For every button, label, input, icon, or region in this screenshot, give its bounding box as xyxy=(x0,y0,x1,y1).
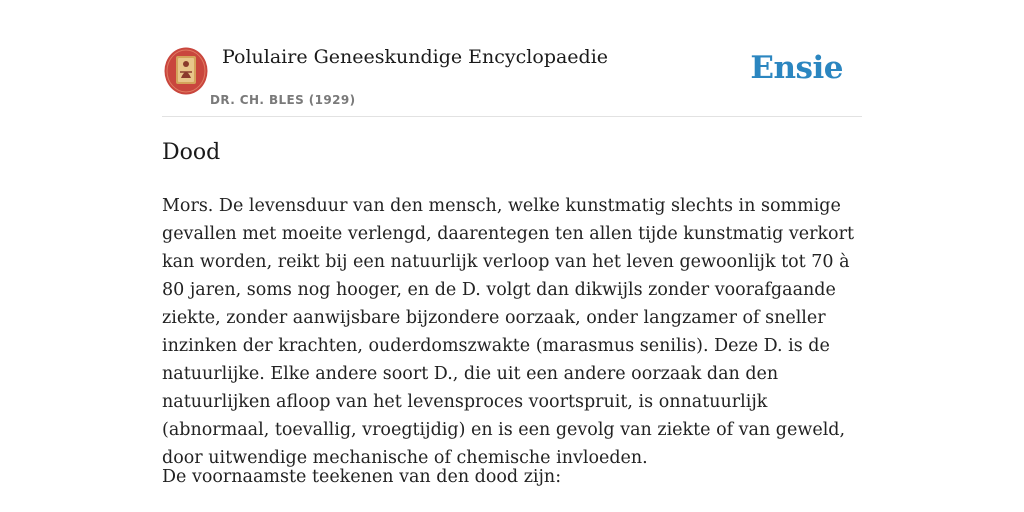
book-cover-icon[interactable] xyxy=(164,47,208,95)
header xyxy=(162,40,862,117)
article-title: Dood xyxy=(162,140,221,165)
book-author: DR. CH. BLES (1929) xyxy=(210,93,356,107)
book-title[interactable]: Polulaire Geneeskundige Encyclopaedie xyxy=(222,46,609,68)
brand-logo[interactable]: Ensie xyxy=(750,50,843,86)
article-subheading: De voornaamste teekenen van den dood zijn: xyxy=(162,467,562,487)
article-body: Mors. De levensduur van den mensch, welke kunstmatig slechts in sommige gevallen met moeite verlengd, daarentegen ten allen tijde kunstmatig verkort kan worden, reikt bij een natuurlijk verloop van het leven gewoonlijk tot 70 à 80 jaren, soms nog hooger, en de D. volgt dan dikwijls zonder voorafgaande ziekte, zonder aanwijsbare bijzondere oorzaak, onder langzamer of sneller inzinken der krachten, ouderdomszwakte (marasmus senilis). Deze D. is de natuurlijke. Elke andere soort D., die uit een andere oorzaak dan den natuurlijken afloop van het levensproces voortspruit, is onnatuurlijk (abnormaal, toevallig, vroegtijdig) en is een gevolg van ziekte of van geweld, door uitwendige mechanische of chemische invloeden. xyxy=(162,196,854,468)
